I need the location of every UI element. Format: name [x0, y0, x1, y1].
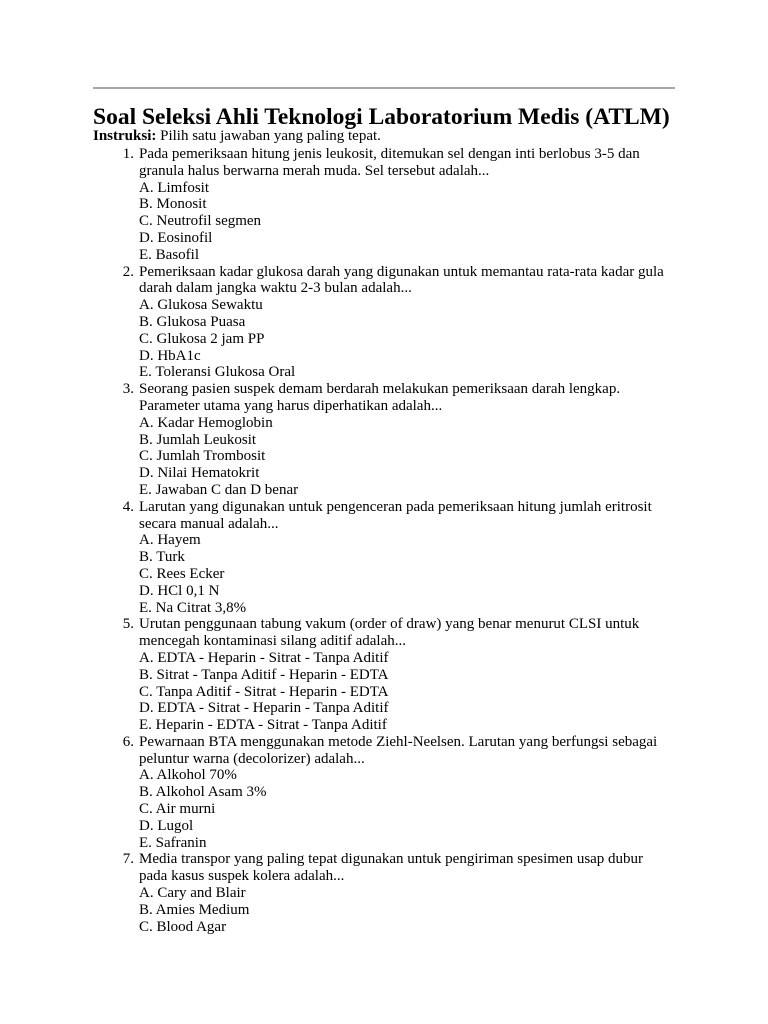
answer-option: C. Jumlah Trombosit [139, 448, 266, 465]
answer-option: E. Na Citrat 3,8% [139, 599, 247, 616]
answer-option: B. Alkohol Asam 3% [139, 784, 267, 801]
answer-option: D. HCl 0,1 N [139, 582, 220, 599]
answer-option: B. Monosit [139, 196, 207, 213]
answer-option: A. Kadar Hemoglobin [139, 414, 273, 431]
answer-option: B. Jumlah Leukosit [139, 431, 257, 448]
question-item [112, 381, 672, 499]
question-number: 6. [122, 733, 134, 750]
instruction-label: Instruksi: [93, 128, 157, 144]
question-item [112, 851, 672, 935]
question-text: Pemeriksaan kadar glukosa darah yang digunakan untuk memantau rata-rata kadar gula darah dalam jangka waktu 2-3 bulan adalah... [139, 263, 664, 297]
question-number: 3. [122, 381, 134, 398]
answer-option: C. Rees Ecker [139, 565, 225, 582]
question-item [112, 734, 672, 852]
answer-option: C. Glukosa 2 jam PP [139, 330, 265, 347]
answer-option: B. Sitrat - Tanpa Aditif - Heparin - EDTA [139, 666, 389, 683]
question-text: Seorang pasien suspek demam berdarah melakukan pemeriksaan darah lengkap. Parameter utama yang harus diperhatikan adalah... [139, 381, 621, 414]
answer-option: E. Basofil [139, 246, 199, 263]
answer-option: A. Glukosa Sewaktu [139, 297, 263, 314]
answer-option: B. Turk [139, 549, 185, 566]
question-number: 1. [122, 146, 134, 162]
answer-option: A. Hayem [139, 532, 201, 549]
answer-option: B. Amies Medium [139, 901, 250, 918]
answer-option: D. Eosinofil [139, 229, 213, 246]
document-title: Soal Seleksi Ahli Teknologi Laboratorium Medis (ATLM) [93, 104, 670, 130]
question-item [112, 264, 672, 382]
answer-option: D. Lugol [139, 817, 194, 834]
question-item [112, 616, 672, 734]
answer-option: C. Air murni [139, 801, 216, 818]
question-number: 5. [122, 616, 134, 633]
question-item [112, 499, 672, 617]
answer-option: C. Tanpa Aditif - Sitrat - Heparin - EDTA [139, 683, 389, 700]
question-list [112, 146, 672, 935]
answer-option: A. Limfosit [139, 179, 209, 196]
answer-option: C. Blood Agar [139, 918, 227, 935]
question-text: Larutan yang digunakan untuk pengenceran pada pemeriksaan hitung jumlah eritrosit secara manual adalah... [139, 498, 652, 532]
answer-option: E. Safranin [139, 834, 207, 851]
question-text: Urutan penggunaan tabung vakum (order of draw) yang benar menurut CLSI untuk mencegah kontaminasi silang aditif adalah... [139, 616, 640, 650]
answer-option: B. Glukosa Puasa [139, 313, 246, 330]
answer-option: A. Cary and Blair [139, 885, 246, 902]
answer-option: A. Alkohol 70% [139, 767, 237, 784]
answer-option: E. Jawaban C dan D benar [139, 481, 299, 498]
question-number: 7. [122, 851, 134, 868]
answer-option: E. Toleransi Glukosa Oral [139, 364, 296, 381]
answer-option: E. Heparin - EDTA - Sitrat - Tanpa Aditif [139, 717, 387, 734]
instructions [93, 127, 381, 146]
answer-option: D. HbA1c [139, 347, 201, 364]
answer-option: C. Neutrofil segmen [139, 213, 262, 230]
answer-option: D. EDTA - Sitrat - Heparin - Tanpa Aditif [139, 700, 389, 717]
question-number: 4. [122, 498, 134, 515]
question-item [112, 146, 672, 264]
answer-option: A. EDTA - Heparin - Sitrat - Tanpa Aditif [139, 649, 389, 666]
question-text: Pewarnaan BTA menggunakan metode Ziehl-Neelsen. Larutan yang berfungsi sebagai peluntur warna (decolorizer) adalah... [139, 733, 658, 767]
top-horizontal-rule [93, 87, 675, 89]
question-text: Media transpor yang paling tepat digunakan untuk pengiriman spesimen usap dubur pada kasus suspek kolera adalah... [139, 851, 644, 885]
question-text: Pada pemeriksaan hitung jenis leukosit, ditemukan sel dengan inti berlobus 3-5 dan granula halus berwarna merah muda. Sel tersebut adalah... [139, 146, 640, 179]
question-number: 2. [122, 263, 134, 280]
answer-option: D. Nilai Hematokrit [139, 465, 260, 482]
instruction-text: Pilih satu jawaban yang paling tepat. [156, 128, 381, 144]
